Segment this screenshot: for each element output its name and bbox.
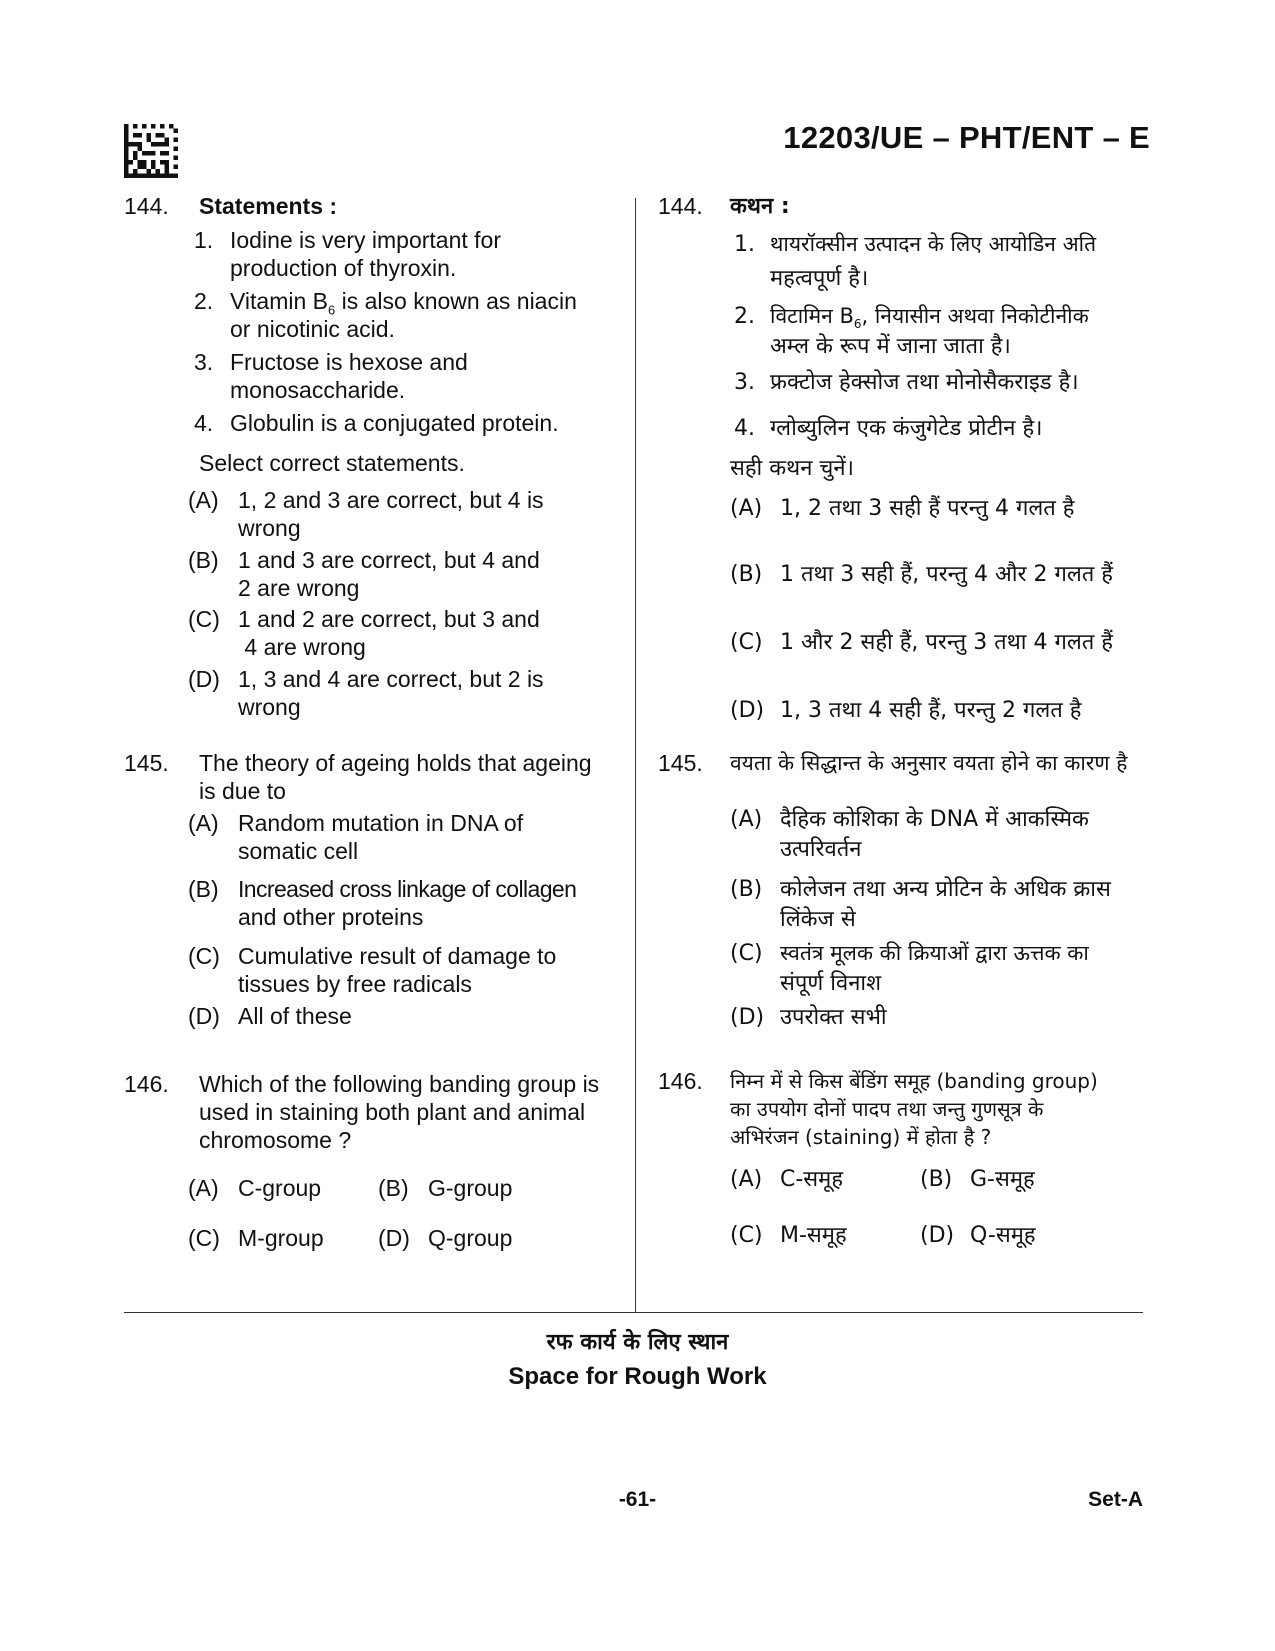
option-text: 1, 3 and 4 are correct, but 2 is: [238, 666, 544, 692]
statement-text: Fructose is hexose and: [230, 349, 468, 375]
question-text: का उपयोग दोनों पादप तथा जन्तु गुणसूत्र के: [730, 1097, 1044, 1121]
option-text: wrong: [238, 515, 301, 541]
option-label: (B): [730, 877, 763, 902]
question-number: 144.: [124, 193, 169, 219]
question-text: Which of the following banding group is: [199, 1071, 600, 1097]
paper-code: 12203/UE – PHT/ENT – E: [783, 120, 1150, 155]
option-label: (B): [188, 876, 219, 902]
question-text: used in staining both plant and animal: [199, 1099, 586, 1125]
rough-work-label-hindi: रफ कार्य के लिए स्थान: [546, 1330, 729, 1355]
question-number: 145.: [124, 750, 169, 776]
option-label: (D): [188, 1003, 220, 1029]
rough-work-label: Space for Rough Work: [508, 1363, 767, 1390]
question-number: 146.: [124, 1071, 169, 1097]
question-title: कथन :: [730, 194, 790, 219]
question-text: निम्न में से किस बेंडिंग समूह (banding group): [730, 1069, 1098, 1093]
option-label: (A): [188, 1175, 219, 1201]
option-text: संपूर्ण विनाश: [780, 971, 882, 996]
statement-text: महत्वपूर्ण है।: [770, 266, 869, 291]
option-label: (A): [730, 1167, 763, 1192]
option-label: (C): [188, 1225, 220, 1251]
option-text: उत्परिवर्तन: [780, 837, 862, 862]
statement-text: फ्रक्टोज हेक्सोज तथा मोनोसैकराइड है।: [770, 370, 1079, 395]
question-number: 144.: [658, 193, 703, 219]
option-label: (B): [188, 547, 219, 573]
option-label: (C): [730, 630, 763, 655]
option-label: (A): [730, 807, 763, 832]
option-label: (B): [920, 1167, 953, 1192]
rough-work-divider: [124, 1312, 1143, 1313]
option-label: (D): [188, 666, 220, 692]
set-label: Set-A: [1088, 1488, 1143, 1511]
statement-number: 3.: [194, 349, 214, 375]
option-text: स्वतंत्र मूलक की क्रियाओं द्वारा ऊत्तक का: [780, 941, 1089, 965]
option-label: (A): [188, 487, 219, 513]
question-text: वयता के सिद्धान्त के अनुसार वयता होने का कारण है: [730, 751, 1128, 775]
option-label: (A): [188, 810, 219, 836]
statement-text: अम्ल के रूप में जाना जाता है।: [770, 334, 1011, 359]
statement-number: 2.: [194, 288, 214, 314]
statement-number: 1.: [194, 227, 214, 253]
question-text: chromosome ?: [199, 1127, 352, 1153]
option-label: (C): [188, 606, 220, 632]
instruction: सही कथन चुनें।: [730, 456, 854, 481]
statement-text: Vitamin $B_6$ is also known as niacin: [230, 288, 577, 318]
option-label: (B): [730, 562, 763, 587]
statement-text: monosaccharide.: [230, 377, 406, 403]
option-text: Random mutation in DNA of: [238, 810, 524, 836]
statement-text: Globulin is a conjugated protein.: [230, 410, 559, 436]
question-text: अभिरंजन (staining) में होता है ?: [730, 1125, 992, 1149]
option-text: दैहिक कोशिका के DNA में आकस्मिक: [780, 807, 1089, 832]
instruction: Select correct statements.: [199, 450, 465, 476]
question-number: 146.: [658, 1068, 703, 1094]
option-text: Increased cross linkage of collagen: [238, 876, 577, 902]
option-label: (A): [730, 496, 763, 521]
option-text: 1 and 2 are correct, but 3 and: [238, 606, 540, 632]
question-text: is due to: [199, 778, 286, 804]
question-number: 145.: [658, 750, 703, 776]
option-text: लिंकेज से: [780, 907, 856, 932]
option-text: 1 and 3 are correct, but 4 and: [238, 547, 540, 573]
question-text: The theory of ageing holds that ageing: [199, 750, 592, 776]
option-label: (C): [730, 1223, 763, 1248]
option-text: 1, 2 and 3 are correct, but 4 is: [238, 487, 544, 513]
statement-number: 4.: [194, 410, 214, 436]
statement-number: 3.: [734, 370, 755, 395]
statement-text: थायरॉक्सीन उत्पादन के लिए आयोडिन अति: [770, 232, 1097, 256]
option-label: (C): [188, 943, 220, 969]
question-title: Statements :: [199, 193, 338, 219]
option-text: wrong: [238, 694, 301, 720]
option-text: and other proteins: [238, 904, 424, 930]
option-label: (D): [378, 1225, 410, 1251]
option-label: (D): [920, 1223, 955, 1248]
option-label: (C): [730, 941, 763, 966]
option-text: Cumulative result of damage to: [238, 943, 557, 969]
option-text: कोलेजन तथा अन्य प्रोटिन के अधिक क्रास: [780, 877, 1111, 902]
statement-text: ग्लोब्युलिन एक कंजुगेटेड प्रोटीन है।: [770, 416, 1043, 441]
option-text: tissues by free radicals: [238, 971, 472, 997]
column-divider: [635, 198, 636, 1312]
statement-text: or nicotinic acid.: [230, 316, 395, 342]
option-text: All of these: [238, 1003, 352, 1029]
option-text: somatic cell: [238, 838, 359, 864]
statement-number: 2.: [734, 304, 755, 329]
option-label: (D): [730, 1005, 765, 1030]
page-number: -61-: [618, 1488, 657, 1511]
statement-number: 4.: [734, 416, 755, 441]
option-text: 4 are wrong: [238, 634, 366, 660]
statement-number: 1.: [734, 232, 755, 257]
option-text: उपरोक्त सभी: [780, 1005, 887, 1030]
option-label: (D): [730, 698, 765, 723]
statement-text: विटामिन $B_6$, नियासीन अथवा निकोटीनीक: [770, 304, 1089, 332]
statement-text: Iodine is very important for: [230, 227, 502, 253]
option-text: 2 are wrong: [238, 575, 360, 601]
statement-text: production of thyroxin.: [230, 255, 457, 281]
option-label: (B): [378, 1175, 409, 1201]
qr-code: [124, 124, 178, 178]
